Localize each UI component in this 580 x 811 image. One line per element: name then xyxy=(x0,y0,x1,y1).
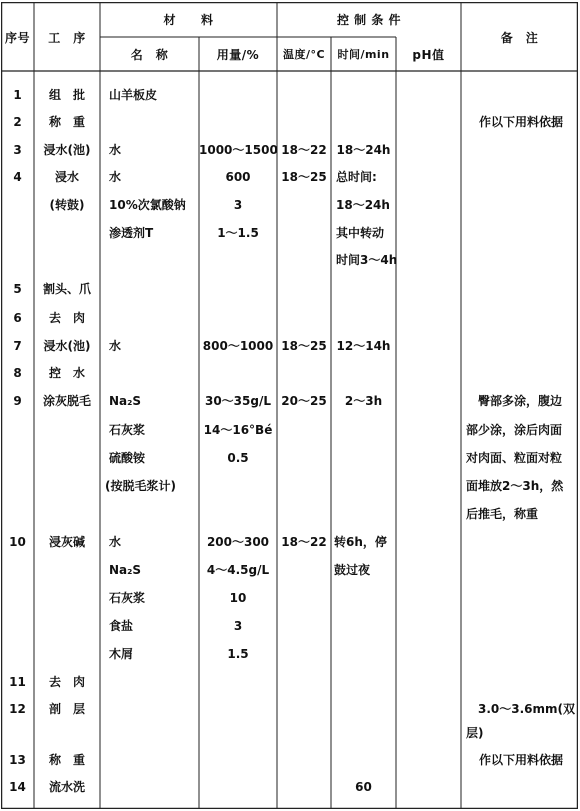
header-process: 工 序 xyxy=(48,31,86,45)
row-3-process: 浸水(池) xyxy=(43,143,91,157)
row-4-process: 浸水 xyxy=(54,170,79,184)
row-10-amount-1: 200～300 xyxy=(206,535,270,549)
row-10-amount-4: 3 xyxy=(233,619,243,633)
row-4-time-3: 其中转动 xyxy=(336,226,385,240)
row-13-no: 13 xyxy=(9,753,26,767)
row-4-process-sub: (转鼓) xyxy=(49,198,85,212)
row-10-material-3: 石灰浆 xyxy=(109,591,146,605)
row-1-no: 1 xyxy=(13,88,22,102)
header-amount: 用量/% xyxy=(216,48,260,62)
row-7-time: 12～14h xyxy=(336,339,391,353)
row-9-material-3: 硫酸铵 xyxy=(109,451,146,465)
row-2-process: 称 重 xyxy=(48,115,85,129)
header-time: 时间/min xyxy=(337,48,390,61)
row-8-no: 8 xyxy=(13,366,22,380)
row-9-time: 2～3h xyxy=(344,394,383,408)
row-4-time-1: 总时间: xyxy=(336,170,377,184)
row-12-remark-1: 3.0～3.6mm(双 xyxy=(478,702,576,716)
row-7-no: 7 xyxy=(13,339,22,353)
row-10-temp: 18～22 xyxy=(281,535,327,549)
row-9-remark-1: 臀部多涂，腹边 xyxy=(478,394,563,408)
row-7-material-name: 水 xyxy=(109,339,122,353)
row-12-no: 12 xyxy=(9,702,26,716)
header-name: 名 称 xyxy=(130,48,169,62)
row-4-amount-2: 3 xyxy=(233,198,243,212)
row-9-material-1: Na₂S xyxy=(109,394,142,408)
row-9-amount-3: 0.5 xyxy=(227,451,249,465)
row-9-remark-4: 面堆放2～3h，然 xyxy=(466,479,564,493)
row-10-process: 浸灰碱 xyxy=(48,535,85,549)
header-remarks: 备 注 xyxy=(500,31,539,45)
header-temp: 温度/°C xyxy=(282,48,326,61)
header-ph: pH值 xyxy=(412,48,445,62)
row-3-material-name: 水 xyxy=(109,143,122,157)
row-14-process: 流水洗 xyxy=(48,780,85,794)
row-10-material-4: 食盐 xyxy=(109,619,134,633)
row-9-material-2: 石灰浆 xyxy=(109,423,146,437)
row-10-material-1: 水 xyxy=(109,535,122,549)
row-7-process: 浸水(池) xyxy=(43,339,91,353)
row-9-amount-1: 30～35g/L xyxy=(204,394,272,408)
row-3-no: 3 xyxy=(13,143,22,157)
row-9-remark-2: 部少涂，涂后肉面 xyxy=(466,423,563,437)
row-4-time-2: 18～24h xyxy=(336,198,390,212)
row-4-no: 4 xyxy=(13,170,22,184)
row-3-time: 18～24h xyxy=(336,143,391,157)
header-seq: 序号 xyxy=(4,31,30,45)
row-4-amount-3: 1～1.5 xyxy=(217,226,259,240)
row-8-process: 控 水 xyxy=(48,366,85,380)
header-materials: 材 料 xyxy=(163,13,214,27)
row-4-temp: 18～25 xyxy=(281,170,327,184)
row-12-remark-2: 层) xyxy=(466,726,484,740)
row-10-material-2: Na₂S xyxy=(109,563,142,577)
row-2-remark: 作以下用料依据 xyxy=(479,115,564,129)
row-9-remark-3: 对肉面、粒面对粒 xyxy=(466,451,563,465)
row-4-amount-1: 600 xyxy=(225,170,251,184)
row-9-no: 9 xyxy=(13,394,22,408)
row-6-process: 去 肉 xyxy=(48,311,85,325)
row-7-amount: 800～1000 xyxy=(202,339,274,353)
row-9-amount-2: 14～16°Bé xyxy=(203,423,273,437)
row-5-no: 5 xyxy=(13,282,22,296)
row-10-time-2: 鼓过夜 xyxy=(334,563,371,577)
row-10-material-5: 木屑 xyxy=(109,647,134,661)
row-1-process: 组 批 xyxy=(48,88,85,102)
row-10-amount-5: 1.5 xyxy=(227,647,249,661)
row-13-remark: 作以下用料依据 xyxy=(479,753,564,767)
row-14-time: 60 xyxy=(355,780,372,794)
row-9-remark-5: 后推毛，称重 xyxy=(466,507,539,521)
row-4-material-3: 渗透剂T xyxy=(109,226,154,240)
row-13-process: 称 重 xyxy=(48,753,85,767)
row-4-material-2: 10%次氯酸钠 xyxy=(109,198,186,212)
header-control: 控 制 条 件 xyxy=(336,13,402,27)
row-7-temp: 18～25 xyxy=(281,339,327,353)
row-9-temp: 20～25 xyxy=(281,394,327,408)
row-1-material-name: 山羊板皮 xyxy=(109,88,158,102)
row-4-material-1: 水 xyxy=(109,170,122,184)
row-10-amount-3: 10 xyxy=(229,591,247,605)
row-4-time-4: 时间3～4h xyxy=(336,253,398,267)
row-5-process: 割头、爪 xyxy=(42,282,91,296)
row-3-amount: 1000～1500 xyxy=(199,143,278,157)
row-6-no: 6 xyxy=(13,311,22,325)
row-3-temp: 18～22 xyxy=(281,143,327,157)
process-table xyxy=(1,2,578,809)
row-10-amount-2: 4～4.5g/L xyxy=(206,563,270,577)
row-11-no: 11 xyxy=(9,675,26,689)
row-11-process: 去 肉 xyxy=(48,675,85,689)
row-12-process: 剖 层 xyxy=(48,702,85,716)
row-10-no: 10 xyxy=(9,535,26,549)
row-9-material-4: (按脱毛浆计) xyxy=(105,479,176,493)
row-14-no: 14 xyxy=(9,780,26,794)
row-2-no: 2 xyxy=(13,115,22,129)
row-9-process: 涂灰脱毛 xyxy=(42,394,91,408)
row-10-time-1: 转6h，停 xyxy=(334,535,387,549)
